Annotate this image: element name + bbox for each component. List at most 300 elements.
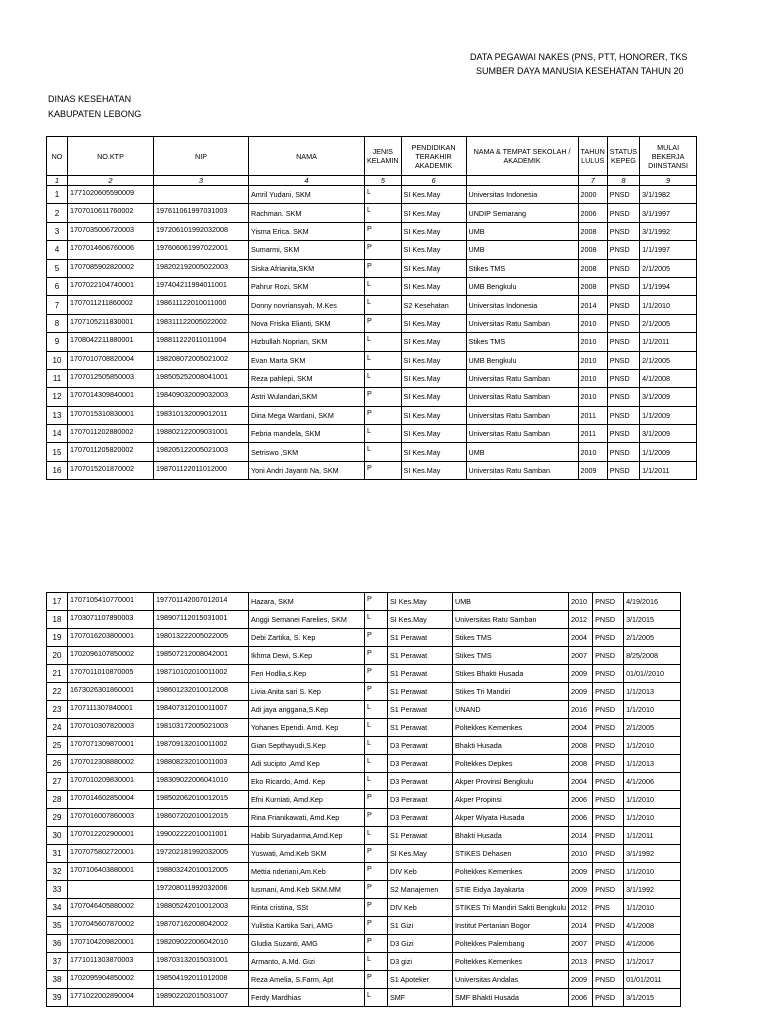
employee-name-cell: Adi sucipto ,Amd Kep (249, 755, 365, 773)
employee-name-cell: Armanto, A.Md. Gizi (249, 953, 365, 971)
start-date-cell: 3/1/1997 (640, 204, 697, 222)
school-name-cell: Universitas Ratu Samban (466, 388, 578, 406)
graduation-year-cell: 2010 (578, 388, 607, 406)
gender-cell: P (365, 665, 388, 683)
col-header-education: PENDIDIKAN TERAKHIR AKADEMIK (401, 137, 466, 176)
gender-cell: P (365, 647, 388, 665)
employment-status-cell: PNSD (593, 935, 624, 953)
employment-status-cell: PNSD (593, 683, 624, 701)
employment-status-cell: PNSD (607, 406, 639, 424)
gender-cell: L (365, 277, 402, 295)
education-cell: SI Kes.May (401, 351, 466, 369)
education-cell: S2 Manajemen (388, 881, 453, 899)
start-date-cell: 1/1/1997 (640, 241, 697, 259)
ktp-number-cell: 1707014606760006 (68, 241, 154, 259)
employment-status-cell: PNSD (593, 593, 624, 611)
nip-number-cell: 198407312010011007 (154, 701, 249, 719)
school-name-cell: Institut Pertanian Bogor (453, 917, 569, 935)
nip-number-cell: 198209022006042010 (154, 935, 249, 953)
school-name-cell: Universitas Indonesia (466, 296, 578, 314)
report-title-line2: SUMBER DAYA MANUSIA KESEHATAN TAHUN 20 (476, 66, 684, 76)
employment-status-cell: PNSD (607, 241, 639, 259)
education-cell: SI Kes.May (401, 277, 466, 295)
start-date-cell: 2/1/2005 (624, 719, 681, 737)
education-cell: SI Kes.May (401, 186, 466, 204)
graduation-year-cell: 2008 (578, 241, 607, 259)
col-header-ktp: NO.KTP (68, 137, 154, 176)
table-row (47, 369, 697, 387)
nip-number-cell: 197611061997031003 (154, 204, 249, 222)
start-date-cell: 1/1/2010 (624, 809, 681, 827)
row-no-cell: 36 (47, 935, 68, 953)
nip-number-cell: 198309022006041010 (154, 773, 249, 791)
start-date-cell: 1/1/2010 (640, 296, 697, 314)
education-cell: D3 Perawat (388, 809, 453, 827)
start-date-cell: 1/1/2009 (640, 406, 697, 424)
employment-status-cell: PNSD (593, 791, 624, 809)
graduation-year-cell: 2012 (569, 611, 593, 629)
employee-name-cell: Setriswo ,SKM (249, 443, 365, 461)
ktp-number-cell: 1707012308880002 (68, 755, 154, 773)
row-no-cell: 5 (47, 259, 68, 277)
graduation-year-cell: 2011 (578, 425, 607, 443)
employment-status-cell: PNSD (593, 917, 624, 935)
nip-number-cell: 197202181992032005 (154, 845, 249, 863)
table-row (47, 351, 697, 369)
row-no-cell: 25 (47, 737, 68, 755)
table-body-part1 (47, 186, 697, 480)
start-date-cell: 3/1/2009 (640, 425, 697, 443)
employment-status-cell: PNSD (593, 611, 624, 629)
table-row (47, 314, 697, 332)
ktp-number-cell: 1707014602850004 (68, 791, 154, 809)
graduation-year-cell: 2013 (569, 953, 593, 971)
education-cell: S1 Perawat (388, 701, 453, 719)
graduation-year-cell: 2008 (578, 277, 607, 295)
row-no-cell: 16 (47, 461, 68, 479)
employee-name-cell: Iusmani, Amd.Keb SKM.MM (249, 881, 365, 899)
table-row (47, 296, 697, 314)
nip-number-cell: 198208072005021002 (154, 351, 249, 369)
employee-name-cell: Rina Frianikawati, Amd.Kep (249, 809, 365, 827)
row-no-cell: 15 (47, 443, 68, 461)
table-row (47, 259, 697, 277)
start-date-cell: 4/19/2016 (624, 593, 681, 611)
table-row (47, 773, 681, 791)
start-date-cell: 3/1/1992 (640, 222, 697, 240)
graduation-year-cell: 2008 (578, 259, 607, 277)
row-no-cell: 38 (47, 971, 68, 989)
col-number: 5 (365, 176, 402, 186)
row-no-cell: 28 (47, 791, 68, 809)
school-name-cell: Universitas Ratu Samban (466, 369, 578, 387)
table-row (47, 222, 697, 240)
graduation-year-cell: 2010 (578, 351, 607, 369)
org-name-line2: KABUPATEN LEBONG (48, 109, 142, 119)
gender-cell: P (365, 222, 402, 240)
table-row (47, 953, 681, 971)
gender-cell: L (365, 186, 402, 204)
education-cell: SI Kes.May (401, 333, 466, 351)
row-no-cell: 8 (47, 314, 68, 332)
table-body-part2 (47, 593, 681, 1007)
graduation-year-cell: 2016 (569, 701, 593, 719)
education-cell: S2 Kesehatan (401, 296, 466, 314)
gender-cell: L (365, 296, 402, 314)
table-row (47, 186, 697, 204)
row-no-cell: 11 (47, 369, 68, 387)
staff-table-part1 (46, 136, 697, 480)
school-name-cell: Poltekkes Kemenkes (453, 863, 569, 881)
graduation-year-cell: 2009 (569, 665, 593, 683)
ktp-number-cell: 1707046405880002 (68, 899, 154, 917)
ktp-number-cell: 1702096107850002 (68, 647, 154, 665)
gender-cell: P (365, 314, 402, 332)
gender-cell: L (365, 989, 388, 1007)
gender-cell: P (365, 899, 388, 917)
graduation-year-cell: 2014 (578, 296, 607, 314)
start-date-cell: 1/1/2013 (624, 683, 681, 701)
graduation-year-cell: 2008 (569, 737, 593, 755)
start-date-cell: 1/1/2013 (624, 755, 681, 773)
school-name-cell: Stikes TMS (466, 333, 578, 351)
education-cell: DIV Keb (388, 863, 453, 881)
gender-cell: P (365, 791, 388, 809)
education-cell: S1 Perawat (388, 629, 453, 647)
education-cell: SI Kes.May (401, 388, 466, 406)
school-name-cell: Stikes Tri Mandiri (453, 683, 569, 701)
graduation-year-cell: 2006 (569, 989, 593, 1007)
gender-cell: P (365, 935, 388, 953)
employee-name-cell: Efni Kurniati, Amd.Kep (249, 791, 365, 809)
ktp-number-cell: 1707106403880001 (68, 863, 154, 881)
gender-cell: L (365, 351, 402, 369)
row-no-cell: 29 (47, 809, 68, 827)
start-date-cell: 2/1/2005 (640, 259, 697, 277)
start-date-cell: 01/01/2011 (624, 971, 681, 989)
nip-number-cell: 198601232010012008 (154, 683, 249, 701)
nip-number-cell: 198808232010011003 (154, 755, 249, 773)
gender-cell: P (365, 971, 388, 989)
gender-cell: L (365, 701, 388, 719)
gender-cell: P (365, 863, 388, 881)
employee-name-cell: Yoni Andri Jayanti Na, SKM (249, 461, 365, 479)
ktp-number-cell: 1707010611760002 (68, 204, 154, 222)
employment-status-cell: PNSD (593, 809, 624, 827)
employee-name-cell: Gludia Suzanti, AMG (249, 935, 365, 953)
employment-status-cell: PNSD (593, 773, 624, 791)
start-date-cell: 1/1/2009 (640, 443, 697, 461)
education-cell: SI Kes.May (401, 425, 466, 443)
employee-name-cell: Rachman. SKM (249, 204, 365, 222)
table-row (47, 899, 681, 917)
col-header-gender: JENIS KELAMIN (365, 137, 402, 176)
nip-number-cell: 198907112015031001 (154, 611, 249, 629)
row-no-cell: 6 (47, 277, 68, 295)
nip-number-cell: 198310132009012011 (154, 406, 249, 424)
ktp-number-cell: 1707016007860003 (68, 809, 154, 827)
graduation-year-cell: 2009 (569, 881, 593, 899)
employment-status-cell: PNSD (607, 204, 639, 222)
nip-number-cell: 198707162008042002 (154, 917, 249, 935)
graduation-year-cell: 2007 (569, 935, 593, 953)
col-number: 3 (154, 176, 249, 186)
graduation-year-cell: 2014 (569, 917, 593, 935)
start-date-cell: 1/1/2010 (624, 737, 681, 755)
nip-number-cell: 198504192011012008 (154, 971, 249, 989)
employment-status-cell: PNSD (593, 719, 624, 737)
row-no-cell: 24 (47, 719, 68, 737)
employment-status-cell: PNSD (593, 665, 624, 683)
table-row (47, 665, 681, 683)
education-cell: SMF (388, 989, 453, 1007)
employee-name-cell: Eko Ricardo, Amd. Kep (249, 773, 365, 791)
start-date-cell: 4/1/2006 (624, 935, 681, 953)
school-name-cell: Universitas Ratu Samban (466, 406, 578, 424)
employment-status-cell: PNSD (593, 971, 624, 989)
graduation-year-cell: 2007 (569, 647, 593, 665)
ktp-number-cell: 1708042211880001 (68, 333, 154, 351)
ktp-number-cell: 1707010708820004 (68, 351, 154, 369)
education-cell: SI Kes.May (388, 593, 453, 611)
start-date-cell: 1/1/2011 (640, 461, 697, 479)
table-row (47, 683, 681, 701)
employee-name-cell: Pahrur Rozi, SKM (249, 277, 365, 295)
employment-status-cell: PNSD (593, 647, 624, 665)
school-name-cell: UMB (466, 222, 578, 240)
gender-cell: L (365, 369, 402, 387)
graduation-year-cell: 2014 (569, 827, 593, 845)
start-date-cell: 01/01//2010 (624, 665, 681, 683)
education-cell: D3 Perawat (388, 737, 453, 755)
table-row (47, 277, 697, 295)
graduation-year-cell: 2006 (578, 204, 607, 222)
ktp-number-cell: 1707016203800001 (68, 629, 154, 647)
employment-status-cell: PNSD (607, 351, 639, 369)
graduation-year-cell: 2006 (569, 809, 593, 827)
start-date-cell: 3/1/1992 (624, 881, 681, 899)
ktp-number-cell: 1707012505850003 (68, 369, 154, 387)
employee-name-cell: Yisma Erica. SKM (249, 222, 365, 240)
start-date-cell: 1/1/2011 (624, 827, 681, 845)
employee-name-cell: Livia Anita sari S. Kep (249, 683, 365, 701)
school-name-cell: Poltekkes Palembang (453, 935, 569, 953)
ktp-number-cell: 1707015201870002 (68, 461, 154, 479)
employee-name-cell: Siska Afrianita,SKM (249, 259, 365, 277)
nip-number-cell: 198607202010012015 (154, 809, 249, 827)
education-cell: SI Kes.May (401, 259, 466, 277)
employment-status-cell: PNSD (607, 259, 639, 277)
school-name-cell: Akper Wiyata Husada (453, 809, 569, 827)
row-no-cell: 10 (47, 351, 68, 369)
education-cell: S1 Perawat (388, 827, 453, 845)
nip-number-cell: 199002222010011001 (154, 827, 249, 845)
nip-number-cell: 198505252008041001 (154, 369, 249, 387)
nip-number-cell: 198902202015031007 (154, 989, 249, 1007)
table-row (47, 845, 681, 863)
employee-name-cell: Habib Suryadarma,Amd.Kep (249, 827, 365, 845)
table-row (47, 719, 681, 737)
school-name-cell: Stikes Bhakti Husada (453, 665, 569, 683)
start-date-cell: 1/1/2010 (624, 863, 681, 881)
graduation-year-cell: 2012 (569, 899, 593, 917)
nip-number-cell: 198811222011011004 (154, 333, 249, 351)
education-cell: S1 Perawat (388, 647, 453, 665)
start-date-cell: 3/1/2009 (640, 388, 697, 406)
start-date-cell: 1/1/2010 (624, 791, 681, 809)
employment-status-cell: PNSD (607, 333, 639, 351)
education-cell: D3 Perawat (388, 791, 453, 809)
table-row (47, 917, 681, 935)
ktp-number-cell: 1707010209830001 (68, 773, 154, 791)
education-cell: SI Kes.May (401, 461, 466, 479)
col-header-school: NAMA & TEMPAT SEKOLAH / AKADEMIK (466, 137, 578, 176)
start-date-cell: 3/1/1982 (640, 186, 697, 204)
gender-cell: P (365, 259, 402, 277)
ktp-number-cell: 1707011202880002 (68, 425, 154, 443)
graduation-year-cell: 2004 (569, 629, 593, 647)
employment-status-cell: PNSD (593, 881, 624, 899)
gender-cell: L (365, 425, 402, 443)
employee-name-cell: Rinta cristina, SSt (249, 899, 365, 917)
graduation-year-cell: 2009 (569, 683, 593, 701)
row-no-cell: 26 (47, 755, 68, 773)
employee-name-cell: Adi jaya anggana,S.Kep (249, 701, 365, 719)
row-no-cell: 2 (47, 204, 68, 222)
education-cell: SI Kes.May (401, 222, 466, 240)
employee-name-cell: Yohanes Ependi. Amd. Kep (249, 719, 365, 737)
school-name-cell: Universitas Indonesia (466, 186, 578, 204)
nip-number-cell: 198611122010011000 (154, 296, 249, 314)
graduation-year-cell: 2006 (569, 791, 593, 809)
ktp-number-cell: 1702095904850002 (68, 971, 154, 989)
gender-cell: P (365, 629, 388, 647)
ktp-number-cell: 1707045607870002 (68, 917, 154, 935)
school-name-cell: Akper Propinsi (453, 791, 569, 809)
employment-status-cell: PNSD (593, 755, 624, 773)
nip-number-cell: 198805242010012003 (154, 899, 249, 917)
row-no-cell: 21 (47, 665, 68, 683)
graduation-year-cell: 2000 (578, 186, 607, 204)
ktp-number-cell: 1707085902820002 (68, 259, 154, 277)
employee-name-cell: Yuswati, Amd.Keb SKM (249, 845, 365, 863)
table-row (47, 881, 681, 899)
school-name-cell: Stikes TMS (453, 629, 569, 647)
education-cell: SI Kes.May (401, 314, 466, 332)
graduation-year-cell: 2010 (578, 314, 607, 332)
col-number: 4 (249, 176, 365, 186)
education-cell: SI Kes.May (401, 369, 466, 387)
ktp-number-cell: 1707011010870005 (68, 665, 154, 683)
employment-status-cell: PNSD (607, 186, 639, 204)
gender-cell: P (365, 881, 388, 899)
ktp-number-cell: 1707105410770001 (68, 593, 154, 611)
row-no-cell: 30 (47, 827, 68, 845)
graduation-year-cell: 2010 (569, 593, 593, 611)
employee-name-cell: Anggi Semanei Farelies, SKM (249, 611, 365, 629)
employment-status-cell: PNSD (593, 701, 624, 719)
table-row (47, 593, 681, 611)
graduation-year-cell: 2009 (569, 971, 593, 989)
ktp-number-cell: 1707014309840001 (68, 388, 154, 406)
col-header-no: NO (47, 137, 68, 176)
education-cell: S1 Perawat (388, 719, 453, 737)
education-cell: SI Kes.May (388, 845, 453, 863)
school-name-cell: Universitas Ratu Samban (466, 461, 578, 479)
employment-status-cell: PNSD (593, 989, 624, 1007)
start-date-cell: 1/1/2010 (624, 701, 681, 719)
gender-cell: P (365, 593, 388, 611)
gender-cell: L (365, 737, 388, 755)
education-cell: SI Kes.May (388, 611, 453, 629)
nip-number-cell: 198803242010012005 (154, 863, 249, 881)
education-cell: SI Kes.May (401, 204, 466, 222)
school-name-cell: Poltekkes Kemenkes (453, 953, 569, 971)
ktp-number-cell: 1707071309870001 (68, 737, 154, 755)
school-name-cell: Universitas Ratu Samban (466, 425, 578, 443)
education-cell: S1 Perawat (388, 683, 453, 701)
employee-name-cell: Reza Amelia, S.Farm, Apt (249, 971, 365, 989)
nip-number-cell: 198502062010012015 (154, 791, 249, 809)
col-header-start-date: MULAI BEKERJA DIINSTANSI (640, 137, 697, 176)
table-row (47, 333, 697, 351)
col-header-grad-year: TAHUN LULUS (578, 137, 607, 176)
row-no-cell: 27 (47, 773, 68, 791)
table-row (47, 629, 681, 647)
school-name-cell: SMF Bhakti Husada (453, 989, 569, 1007)
nip-number-cell: 198701122011012000 (154, 461, 249, 479)
row-no-cell: 32 (47, 863, 68, 881)
ktp-number-cell: 1707015310830001 (68, 406, 154, 424)
school-name-cell: Universitas Ratu Samban (453, 611, 569, 629)
start-date-cell: 1/1/1994 (640, 277, 697, 295)
table-row (47, 863, 681, 881)
col-header-nip: NIP (154, 137, 249, 176)
school-name-cell: STIKES Tri Mandiri Sakti Bengkulu (453, 899, 569, 917)
row-no-cell: 12 (47, 388, 68, 406)
gender-cell: P (365, 917, 388, 935)
school-name-cell: Poltekkes Depkes (453, 755, 569, 773)
education-cell: S1 Perawat (388, 665, 453, 683)
graduation-year-cell: 2004 (569, 773, 593, 791)
col-number: 9 (640, 176, 697, 186)
gender-cell: L (365, 443, 402, 461)
gender-cell: P (365, 241, 402, 259)
table-row (47, 461, 697, 479)
employee-name-cell: Dina Mega Wardani, SKM (249, 406, 365, 424)
gender-cell: P (365, 388, 402, 406)
school-name-cell: UMB (466, 443, 578, 461)
row-no-cell: 39 (47, 989, 68, 1007)
start-date-cell: 3/1/1992 (624, 845, 681, 863)
employment-status-cell: PNSD (593, 845, 624, 863)
nip-number-cell: 198202192005022003 (154, 259, 249, 277)
row-no-cell: 33 (47, 881, 68, 899)
education-cell: D3 Perawat (388, 773, 453, 791)
nip-number-cell: 198311122005022002 (154, 314, 249, 332)
staff-table-part2 (46, 592, 681, 1007)
table-row (47, 791, 681, 809)
row-no-cell: 18 (47, 611, 68, 629)
graduation-year-cell: 2004 (569, 719, 593, 737)
graduation-year-cell: 2009 (569, 863, 593, 881)
employee-name-cell: Ferdy Mardhias (249, 989, 365, 1007)
gender-cell: P (365, 809, 388, 827)
school-name-cell: Universitas Ratu Samban (466, 314, 578, 332)
school-name-cell: UMB (453, 593, 569, 611)
employee-name-cell: Ikhma Dewi, S.Kep (249, 647, 365, 665)
ktp-number-cell: 1707035006720003 (68, 222, 154, 240)
